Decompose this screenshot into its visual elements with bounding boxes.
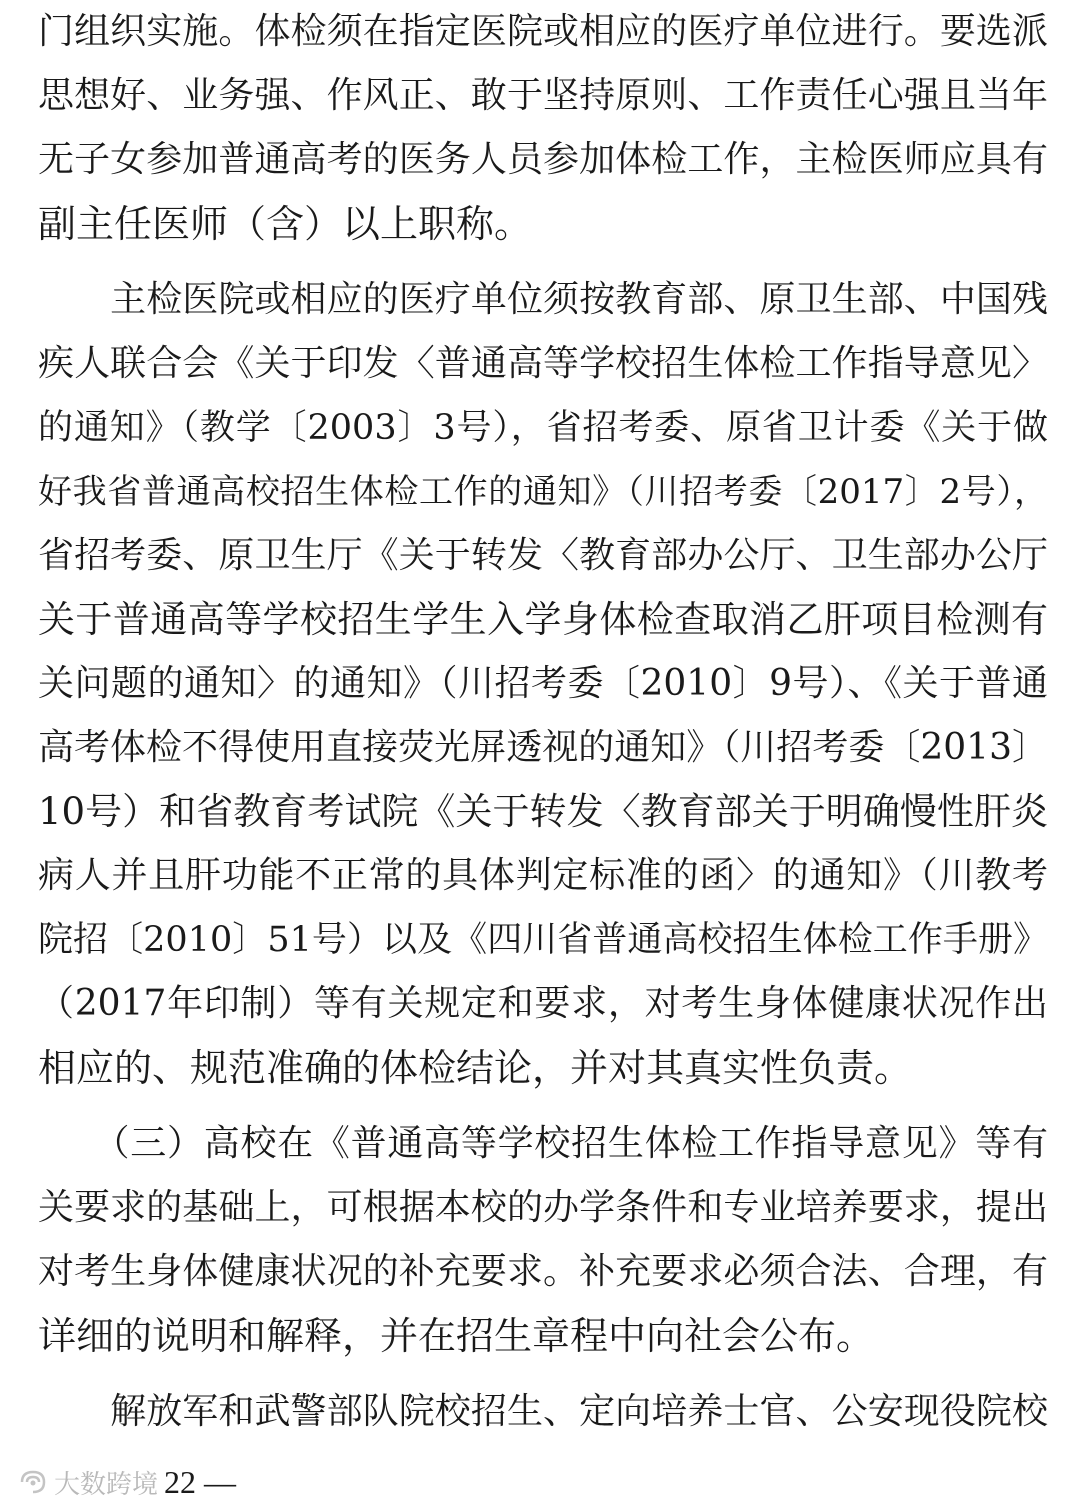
text-line: 主检医院或相应的医疗单位须按教育部、原卫生部、中国残 <box>38 279 1048 320</box>
text-line: 院招〔2010〕51号）以及《四川省普通高校招生体检工作手册》 <box>38 920 1048 960</box>
watermark <box>18 1464 158 1501</box>
text-line: 思想好、业务强、作风正、敢于坚持原则、工作责任心强且当年 <box>38 75 1048 116</box>
text-line: 10号）和省教育考试院《关于转发〈教育部关于明确慢性肝炎 <box>38 790 1048 833</box>
text-line: 关问题的通知〉的通知》（川招考委〔2010〕9号）、《关于普通 <box>38 663 1048 704</box>
document-body <box>38 0 1048 1444</box>
text-line: 相应的、规范准确的体检结论，并对其真实性负责。 <box>38 1046 913 1090</box>
text-line: 高考体检不得使用直接荧光屏透视的通知》（川招考委〔2013〕 <box>38 727 1048 768</box>
text-line: 省招考委、原卫生厅《关于转发〈教育部办公厅、卫生部办公厅 <box>38 535 1048 576</box>
text-line: 病人并且肝功能不正常的具体判定标准的函〉的通知》（川教考 <box>38 855 1048 896</box>
text-line: 无子女参加普通高考的医务人员参加体检工作，主检医师应具有 <box>38 139 1048 180</box>
text-line: 解放军和武警部队院校招生、定向培养士官、公安现役院校 <box>38 1391 1048 1432</box>
text-line: 副主任医师（含）以上职称。 <box>38 202 533 246</box>
text-line: 关要求的基础上，可根据本校的办学条件和专业培养要求，提出 <box>38 1187 1048 1228</box>
text-line: 疾人联合会《关于印发〈普通高等学校招生体检工作指导意见〉 <box>38 343 1048 384</box>
page-footer <box>18 1462 236 1502</box>
text-line: 的通知》（教学〔2003〕3号），省招考委、原省卫计委《关于做 <box>38 408 1048 448</box>
watermark-text: 大数跨境 <box>54 1469 159 1500</box>
text-line: 对考生身体健康状况的补充要求。补充要求必须合法、合理，有 <box>38 1251 1048 1292</box>
paragraph-2 <box>38 268 1048 1100</box>
sound-wave-logo-icon <box>18 1469 48 1495</box>
text-line: 好我省普通高校招生体检工作的通知》（川招考委〔2017〕2号）， <box>38 472 1048 512</box>
text-line: 详细的说明和解释，并在招生章程中向社会公布。 <box>38 1314 875 1358</box>
paragraph-3 <box>38 1112 1048 1368</box>
page-number: 22 — <box>164 1463 237 1500</box>
text-line: （三）高校在《普通高等学校招生体检工作指导意见》等有 <box>38 1123 1048 1164</box>
text-line: （2017年印制）等有关规定和要求，对考生身体健康状况作出 <box>38 983 1048 1024</box>
text-line: 门组织实施。体检须在指定医院或相应的医疗单位进行。要选派 <box>38 11 1048 52</box>
paragraph-1 <box>38 0 1048 256</box>
paragraph-4 <box>38 1380 1048 1444</box>
text-line: 关于普通高等学校招生学生入学身体检查取消乙肝项目检测有 <box>38 598 1048 641</box>
